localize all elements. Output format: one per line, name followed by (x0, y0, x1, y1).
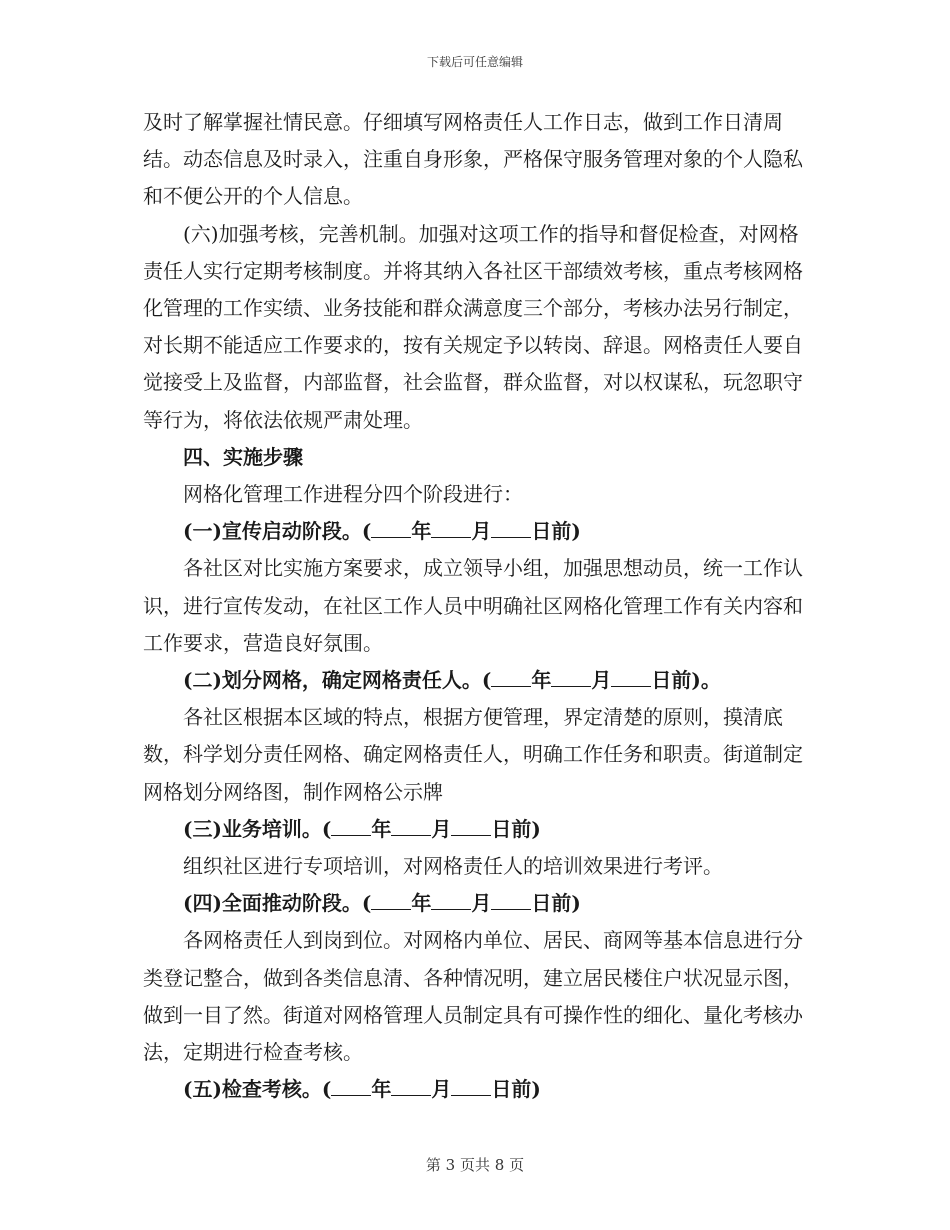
stage-heading-text: (一)宣传启动阶段。( (183, 519, 372, 544)
stage-heading-5 (143, 1071, 808, 1108)
month-label: 月 (431, 816, 452, 841)
date-blank-month (391, 817, 431, 836)
month-label: 月 (431, 1077, 452, 1102)
paragraph-assessment: (六)加强考核，完善机制。加强对这项工作的指导和督促检查，对网格责任人实行定期考核制度。并将其纳入各社区干部绩效考核，重点考核网格化管理的工作实绩、业务技能和群众满意度三个部分，考核办法另行制定，对长期不能适应工作要求的，按有关规定予以转岗、辞退。网格责任人要自觉接受上及监督，内部监督，社会监督，群众监督，对以权谋私，玩忽职守等行为，将依法依规严肃处理。 (143, 221, 803, 432)
year-label: 年 (371, 816, 392, 841)
page-footer: 第 3 页共 8 页 (425, 1156, 525, 1174)
date-blank-month (551, 668, 591, 687)
paragraph-continuation: 及时了解掌握社情民意。仔细填写网格责任人工作日志，做到工作日清周结。动态信息及时录入，注重自身形象，严格保守服务管理对象的个人隐私和不便公开的个人信息。 (143, 110, 803, 209)
paragraph-stages-intro: 网格化管理工作进程分四个阶段进行： (183, 482, 523, 507)
stage-heading-4 (143, 885, 808, 922)
month-label: 月 (591, 668, 612, 693)
stage-heading-1 (143, 513, 808, 550)
date-blank-month (391, 1077, 431, 1096)
year-label: 年 (411, 891, 432, 916)
date-blank-month (431, 519, 471, 538)
date-blank-day (611, 668, 651, 687)
stage-heading-3 (143, 811, 808, 848)
date-blank-day (451, 1077, 491, 1096)
stage-heading-text: (五)检查考核。( (183, 1077, 332, 1102)
heading-suffix: 。 (700, 668, 721, 693)
date-blank-month (431, 891, 471, 910)
date-blank-day (451, 817, 491, 836)
paragraph-stage-2: 各社区根据本区域的特点，根据方便管理，界定清楚的原则，摸清底数，科学划分责任网格、确定网格责任人，明确工作任务和职责。街道制定网格划分网络图，制作网格公示牌 (143, 705, 803, 804)
page-header: 下载后可任意编辑 (426, 55, 523, 69)
day-label: 日前) (531, 519, 581, 544)
date-blank-year (491, 668, 531, 687)
paragraph-stage-4: 各网格责任人到岗到位。对网格内单位、居民、商网等基本信息进行分类登记整合，做到各类信息清、各种情况明，建立居民楼住户状况显示图，做到一目了然。街道对网格管理人员制定具有可操作性的细化、量化考核办法，定期进行检查考核。 (143, 928, 803, 1065)
date-blank-year (371, 519, 411, 538)
month-label: 月 (471, 891, 492, 916)
paragraph-stage-3: 组织社区进行专项培训，对网格责任人的培训效果进行考评。 (183, 854, 723, 879)
date-blank-day (491, 891, 531, 910)
date-blank-year (331, 1077, 371, 1096)
day-label: 日前) (531, 891, 581, 916)
day-label: 日前) (491, 1077, 541, 1102)
month-label: 月 (471, 519, 492, 544)
paragraph-stage-1: 各社区对比实施方案要求，成立领导小组，加强思想动员，统一工作认识，进行宣传发动，在社区工作人员中明确社区网格化管理工作有关内容和工作要求，营造良好氛围。 (143, 556, 803, 655)
year-label: 年 (531, 668, 552, 693)
section-heading-steps: 四、实施步骤 (183, 444, 303, 469)
date-blank-year (331, 817, 371, 836)
year-label: 年 (411, 519, 432, 544)
date-blank-day (491, 519, 531, 538)
document-body (143, 104, 808, 1108)
date-blank-year (371, 891, 411, 910)
year-label: 年 (371, 1077, 392, 1102)
stage-heading-2 (143, 662, 808, 699)
stage-heading-text: (二)划分网格，确定网格责任人。( (183, 668, 492, 693)
stage-heading-text: (四)全面推动阶段。( (183, 891, 372, 916)
day-label: 日前) (491, 816, 541, 841)
day-label: 日前) (651, 668, 701, 693)
stage-heading-text: (三)业务培训。( (183, 816, 332, 841)
